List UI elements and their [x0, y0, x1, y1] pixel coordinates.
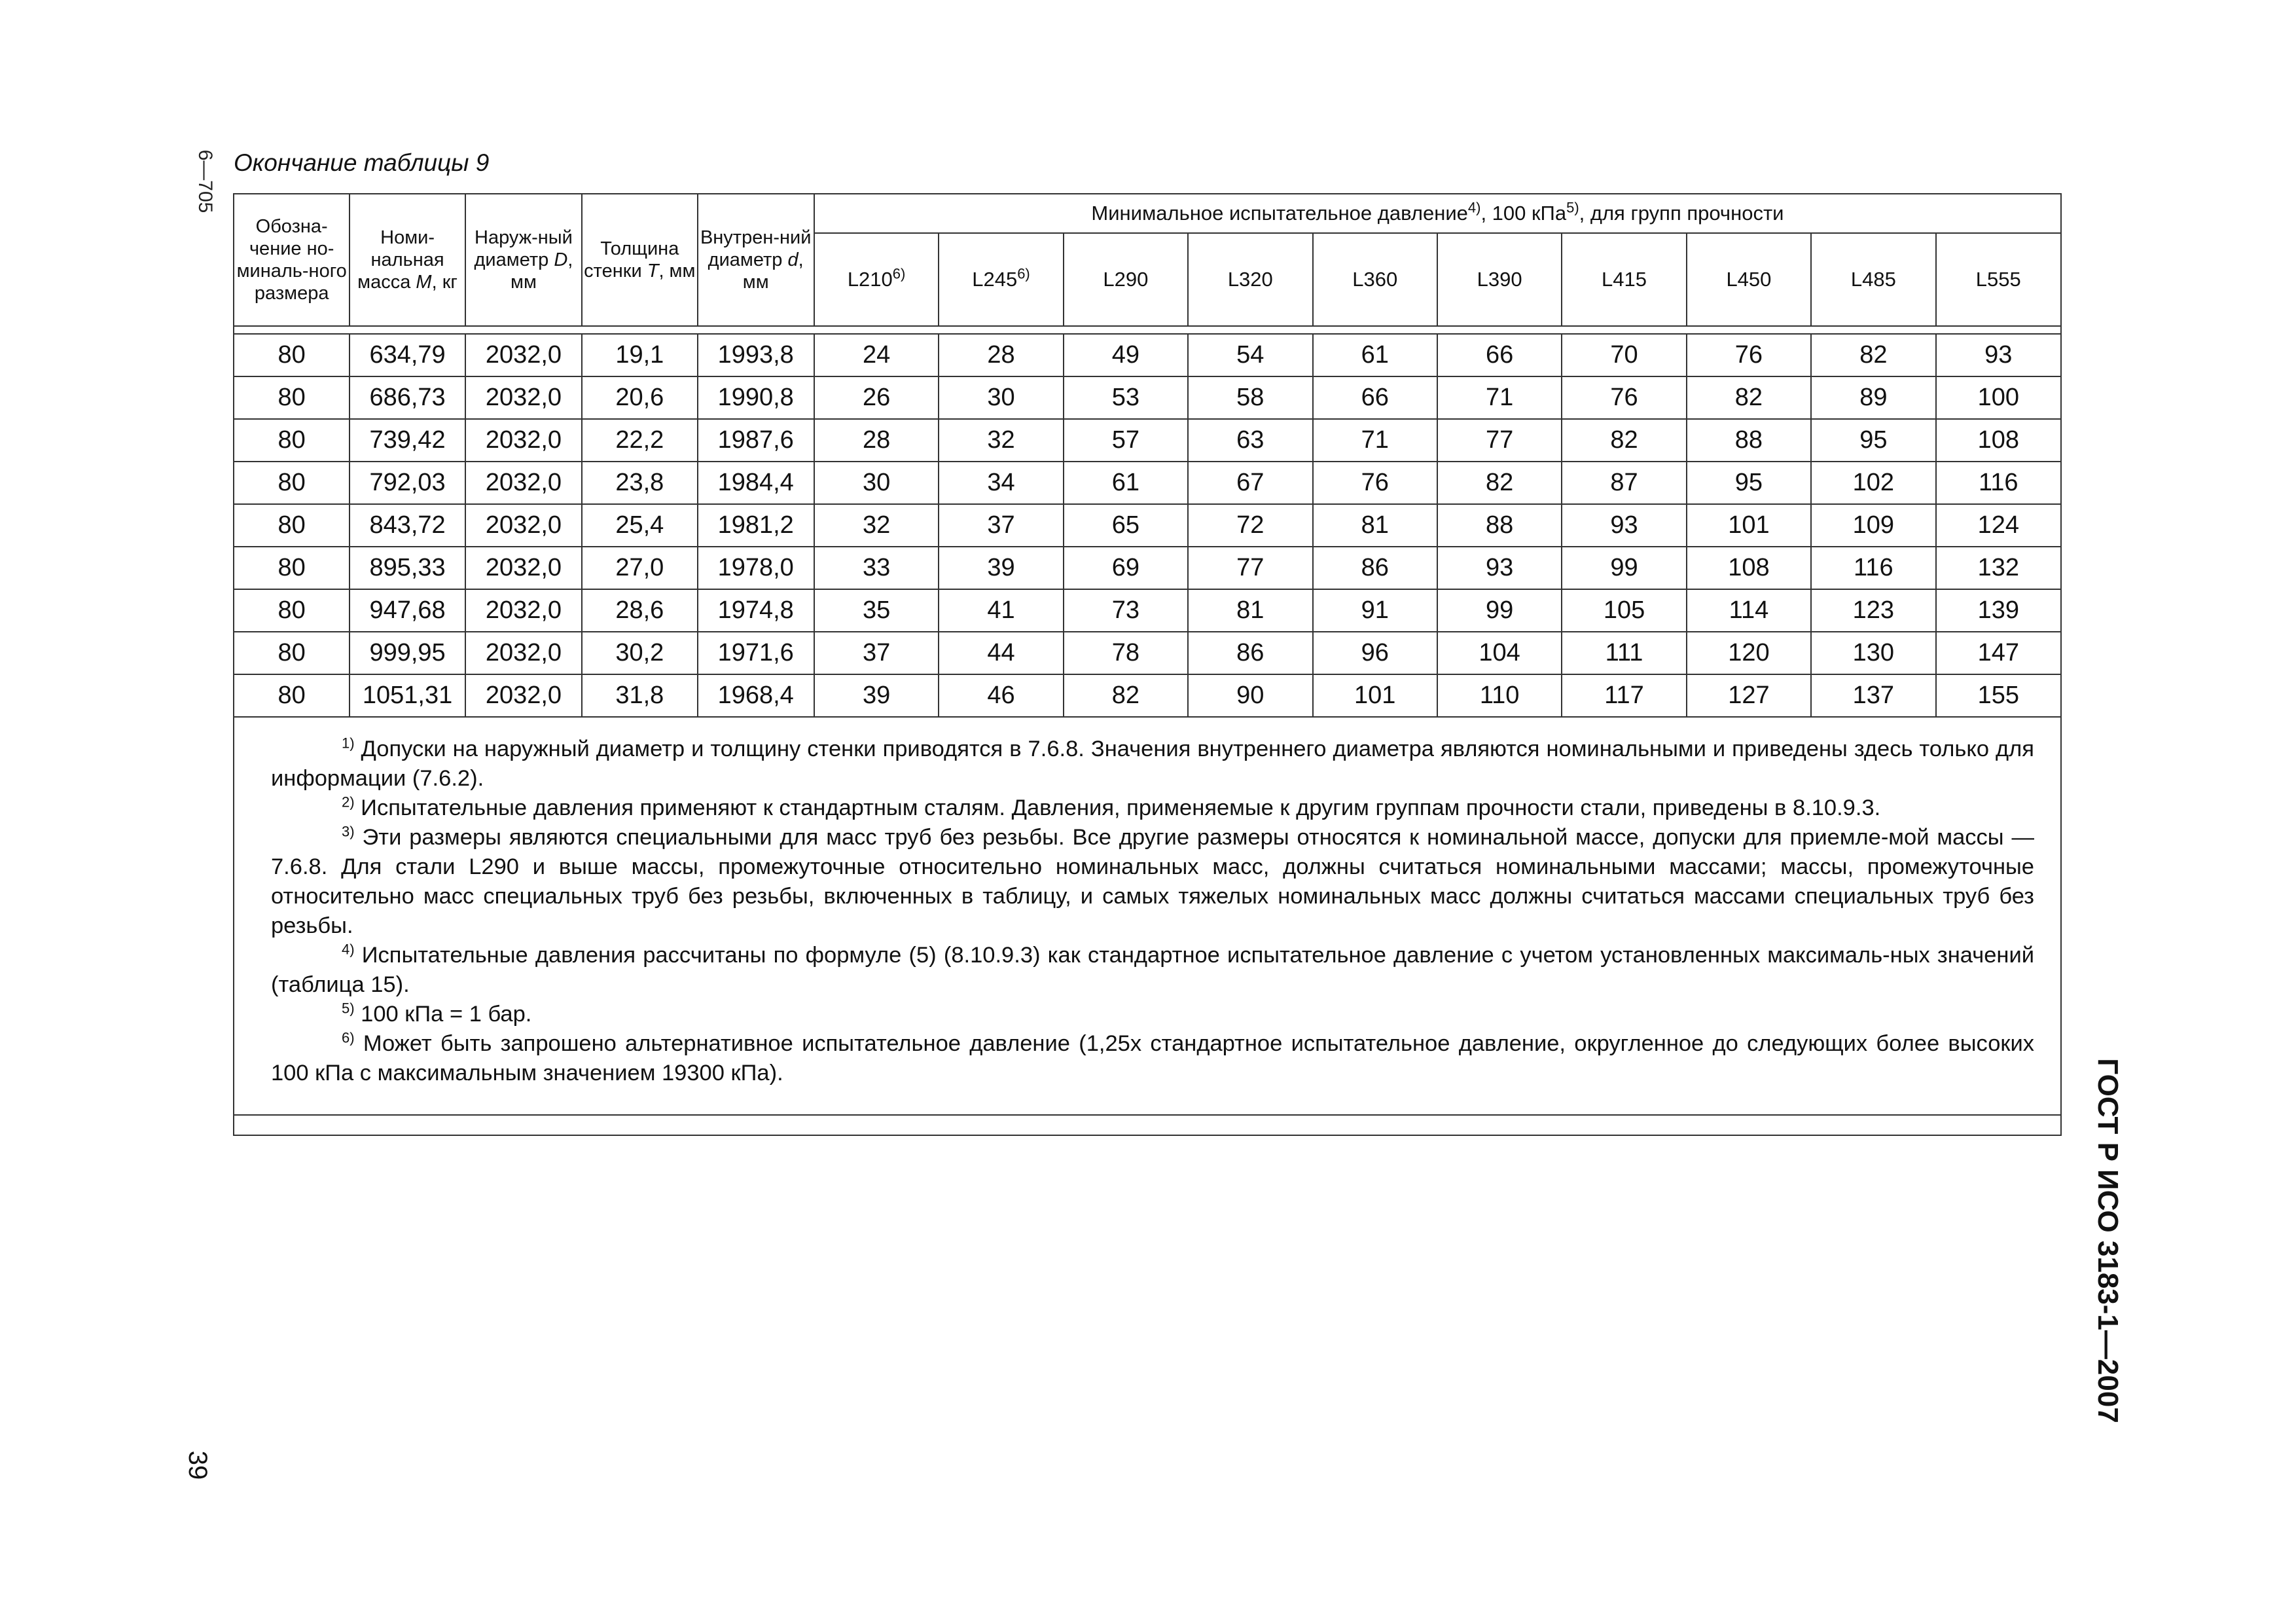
- table-cell: 792,03: [350, 462, 465, 504]
- table-cell: 28: [814, 419, 939, 462]
- table-cell: 999,95: [350, 632, 465, 674]
- table-cell: 104: [1437, 632, 1562, 674]
- table-cell: 61: [1064, 462, 1188, 504]
- table-cell: 111: [1562, 632, 1686, 674]
- table-cell: 81: [1313, 504, 1437, 547]
- table-cell: 80: [234, 462, 350, 504]
- table-cell: 91: [1313, 589, 1437, 632]
- header-grade-l245: L245$^{6)}$: [939, 233, 1063, 326]
- table-cell: 1051,31: [350, 674, 465, 717]
- table-cell: 1981,2: [698, 504, 814, 547]
- table-cell: 80: [234, 547, 350, 589]
- table-row: [234, 632, 2060, 674]
- header-wall-thickness: Толщина стенки T, мм: [582, 194, 697, 326]
- table-cell: 123: [1811, 589, 1935, 632]
- table-cell: 80: [234, 376, 350, 419]
- footnote: $^{6)}$ Может быть запрошено альтернативное испытательное давление (1,25x стандартное испытательное давление, округленное до следующих более высоких 100 кПа с максимальным значением 19300 кПа).: [271, 1029, 2034, 1085]
- table-cell: 88: [1687, 419, 1811, 462]
- table-cell: 1978,0: [698, 547, 814, 589]
- header-grade-l290: L290: [1064, 233, 1188, 326]
- table-cell: 33: [814, 547, 939, 589]
- table-row: [234, 334, 2060, 376]
- table-cell: 109: [1811, 504, 1935, 547]
- table-cell: 82: [1562, 419, 1686, 462]
- table-cell: 71: [1437, 376, 1562, 419]
- table-cell: 686,73: [350, 376, 465, 419]
- table-cell: 130: [1811, 632, 1935, 674]
- table-row: [234, 589, 2060, 632]
- table-cell: 81: [1188, 589, 1312, 632]
- table-cell: 67: [1188, 462, 1312, 504]
- table-cell: 843,72: [350, 504, 465, 547]
- header-grade-l390: L390: [1437, 233, 1562, 326]
- table-cell: 26: [814, 376, 939, 419]
- table-cell: 30,2: [582, 632, 697, 674]
- table-row: [234, 504, 2060, 547]
- table-cell: 947,68: [350, 589, 465, 632]
- table-cell: 65: [1064, 504, 1188, 547]
- table-cell: 31,8: [582, 674, 697, 717]
- table-cell: 37: [939, 504, 1063, 547]
- footnotes-cell: [234, 717, 2060, 1115]
- table-cell: 24: [814, 334, 939, 376]
- table-cell: 73: [1064, 589, 1188, 632]
- table-cell: 101: [1687, 504, 1811, 547]
- table-cell: 117: [1562, 674, 1686, 717]
- table-cell: 114: [1687, 589, 1811, 632]
- table-cell: 22,2: [582, 419, 697, 462]
- table-cell: 2032,0: [465, 674, 582, 717]
- table-cell: 44: [939, 632, 1063, 674]
- table-cell: 69: [1064, 547, 1188, 589]
- footnote: $^{1)}$ Допуски на наружный диаметр и толщину стенки приводятся в 7.6.8. Значения внутреннего диаметра являются номинальными и приведены здесь только для информации (7.6.2).: [271, 735, 2034, 791]
- table-cell: 2032,0: [465, 589, 582, 632]
- table-cell: 34: [939, 462, 1063, 504]
- table-cell: 124: [1936, 504, 2060, 547]
- table-cell: 139: [1936, 589, 2060, 632]
- table-cell: 37: [814, 632, 939, 674]
- table-cell: 101: [1313, 674, 1437, 717]
- table-cell: 102: [1811, 462, 1935, 504]
- table-cell: 30: [814, 462, 939, 504]
- table-cell: 2032,0: [465, 504, 582, 547]
- header-nominal-mass: Номи-нальная масса M, кг: [350, 194, 465, 326]
- table-cell: 41: [939, 589, 1063, 632]
- table-cell: 57: [1064, 419, 1188, 462]
- header-grade-l555: L555: [1936, 233, 2060, 326]
- table-cell: 2032,0: [465, 376, 582, 419]
- table-cell: 116: [1936, 462, 2060, 504]
- header-test-pressure-group: Минимальное испытательное давление$^{4)}$, 100 кПа$^{5)}$, для групп прочности: [814, 194, 2060, 233]
- table-cell: 49: [1064, 334, 1188, 376]
- header-grade-l320: L320: [1188, 233, 1312, 326]
- data-table: [234, 194, 2060, 1116]
- table-cell: 20,6: [582, 376, 697, 419]
- table-cell: 63: [1188, 419, 1312, 462]
- table-cell: 80: [234, 674, 350, 717]
- table-cell: 95: [1811, 419, 1935, 462]
- standard-title: ГОСТ Р ИСО 3183-1—2007: [2092, 1058, 2124, 1423]
- table-cell: 77: [1188, 547, 1312, 589]
- header-designation: Обозна-чение но-миналь-ного размера: [234, 194, 350, 326]
- table-cell: 108: [1687, 547, 1811, 589]
- table-cell: 76: [1562, 376, 1686, 419]
- header-grade-l210: L210$^{6)}$: [814, 233, 939, 326]
- table-cell: 58: [1188, 376, 1312, 419]
- table-cell: 95: [1687, 462, 1811, 504]
- table-cell: 19,1: [582, 334, 697, 376]
- table-row: [234, 376, 2060, 419]
- header-grade-l360: L360: [1313, 233, 1437, 326]
- table-cell: 28,6: [582, 589, 697, 632]
- table-cell: 2032,0: [465, 632, 582, 674]
- table-cell: 2032,0: [465, 462, 582, 504]
- table-cell: 1971,6: [698, 632, 814, 674]
- table-cell: 76: [1687, 334, 1811, 376]
- table-cell: 99: [1437, 589, 1562, 632]
- header-grade-l485: L485: [1811, 233, 1935, 326]
- table-cell: 137: [1811, 674, 1935, 717]
- table-cell: 70: [1562, 334, 1686, 376]
- table-cell: 96: [1313, 632, 1437, 674]
- table-cell: 116: [1811, 547, 1935, 589]
- table-cell: 105: [1562, 589, 1686, 632]
- table-cell: 634,79: [350, 334, 465, 376]
- table-cell: 46: [939, 674, 1063, 717]
- table-caption: Окончание таблицы 9: [234, 149, 490, 176]
- table-cell: 1990,8: [698, 376, 814, 419]
- table-cell: 61: [1313, 334, 1437, 376]
- table-9: [233, 193, 2062, 1136]
- table-cell: 39: [939, 547, 1063, 589]
- table-cell: 25,4: [582, 504, 697, 547]
- table-cell: 155: [1936, 674, 2060, 717]
- table-cell: 35: [814, 589, 939, 632]
- table-cell: 132: [1936, 547, 2060, 589]
- table-cell: 78: [1064, 632, 1188, 674]
- table-cell: 1984,4: [698, 462, 814, 504]
- header-grade-l415: L415: [1562, 233, 1686, 326]
- table-cell: 93: [1437, 547, 1562, 589]
- table-cell: 2032,0: [465, 547, 582, 589]
- table-cell: 93: [1562, 504, 1686, 547]
- footnote: $^{3)}$ Эти размеры являются специальными для масс труб без резьбы. Все другие размеры относятся к номинальной массе, допуски для приемле-мой массы — 7.6.8. Для стали L290 и выше массы, промежуточные относительно номинальных масс, должны считаться номинальными массами; массы, промежуточные относительно масс специальных труб без резьбы, включенных в таблицу, и самых тяжелых номинальных масс должны считаться массами специальных труб без резьбы.: [271, 823, 2034, 938]
- table-cell: 80: [234, 504, 350, 547]
- table-cell: 53: [1064, 376, 1188, 419]
- table-cell: 88: [1437, 504, 1562, 547]
- table-cell: 54: [1188, 334, 1312, 376]
- table-row: [234, 674, 2060, 717]
- table-cell: 77: [1437, 419, 1562, 462]
- table-cell: 23,8: [582, 462, 697, 504]
- table-cell: 1987,6: [698, 419, 814, 462]
- table-cell: 32: [939, 419, 1063, 462]
- table-row: [234, 419, 2060, 462]
- table-cell: 2032,0: [465, 419, 582, 462]
- table-cell: 120: [1687, 632, 1811, 674]
- header-gap: [234, 326, 2060, 334]
- table-row: [234, 462, 2060, 504]
- table-cell: 66: [1437, 334, 1562, 376]
- footnotes: [234, 718, 2060, 1114]
- table-cell: 80: [234, 589, 350, 632]
- table-cell: 108: [1936, 419, 2060, 462]
- table-cell: 80: [234, 419, 350, 462]
- table-cell: 89: [1811, 376, 1935, 419]
- table-cell: 82: [1064, 674, 1188, 717]
- table-cell: 100: [1936, 376, 2060, 419]
- table-cell: 739,42: [350, 419, 465, 462]
- footnote: $^{2)}$ Испытательные давления применяют к стандартным сталям. Давления, применяемые к другим группам прочности стали, приведены в 8.10.9.3.: [342, 793, 1881, 820]
- table-cell: 82: [1687, 376, 1811, 419]
- table-cell: 82: [1437, 462, 1562, 504]
- table-cell: 32: [814, 504, 939, 547]
- table-cell: 90: [1188, 674, 1312, 717]
- table-cell: 86: [1313, 547, 1437, 589]
- table-cell: 86: [1188, 632, 1312, 674]
- table-cell: 895,33: [350, 547, 465, 589]
- page-number: 39: [183, 1450, 213, 1480]
- table-cell: 76: [1313, 462, 1437, 504]
- header-inside-diameter: Внутрен-ний диаметр d, мм: [698, 194, 814, 326]
- table-cell: 1968,4: [698, 674, 814, 717]
- table-cell: 39: [814, 674, 939, 717]
- side-code: 6—705: [194, 149, 216, 213]
- table-cell: 80: [234, 632, 350, 674]
- table-cell: 99: [1562, 547, 1686, 589]
- table-cell: 27,0: [582, 547, 697, 589]
- header-grade-l450: L450: [1687, 233, 1811, 326]
- table-cell: 110: [1437, 674, 1562, 717]
- table-cell: 71: [1313, 419, 1437, 462]
- table-cell: 80: [234, 334, 350, 376]
- header-outside-diameter: Наруж-ный диаметр D, мм: [465, 194, 582, 326]
- table-cell: 1993,8: [698, 334, 814, 376]
- table-cell: 30: [939, 376, 1063, 419]
- table-cell: 147: [1936, 632, 2060, 674]
- table-cell: 28: [939, 334, 1063, 376]
- table-cell: 127: [1687, 674, 1811, 717]
- footnote: $^{5)}$ 100 кПа = 1 бар.: [342, 1000, 532, 1027]
- table-cell: 87: [1562, 462, 1686, 504]
- table-cell: 66: [1313, 376, 1437, 419]
- table-cell: 1974,8: [698, 589, 814, 632]
- table-cell: 2032,0: [465, 334, 582, 376]
- footnote: $^{4)}$ Испытательные давления рассчитаны по формуле (5) (8.10.9.3) как стандартное испытательное давление с учетом установленных максималь-ных значений (таблица 15).: [271, 941, 2034, 997]
- table-row: [234, 547, 2060, 589]
- table-cell: 82: [1811, 334, 1935, 376]
- table-cell: 72: [1188, 504, 1312, 547]
- table-cell: 93: [1936, 334, 2060, 376]
